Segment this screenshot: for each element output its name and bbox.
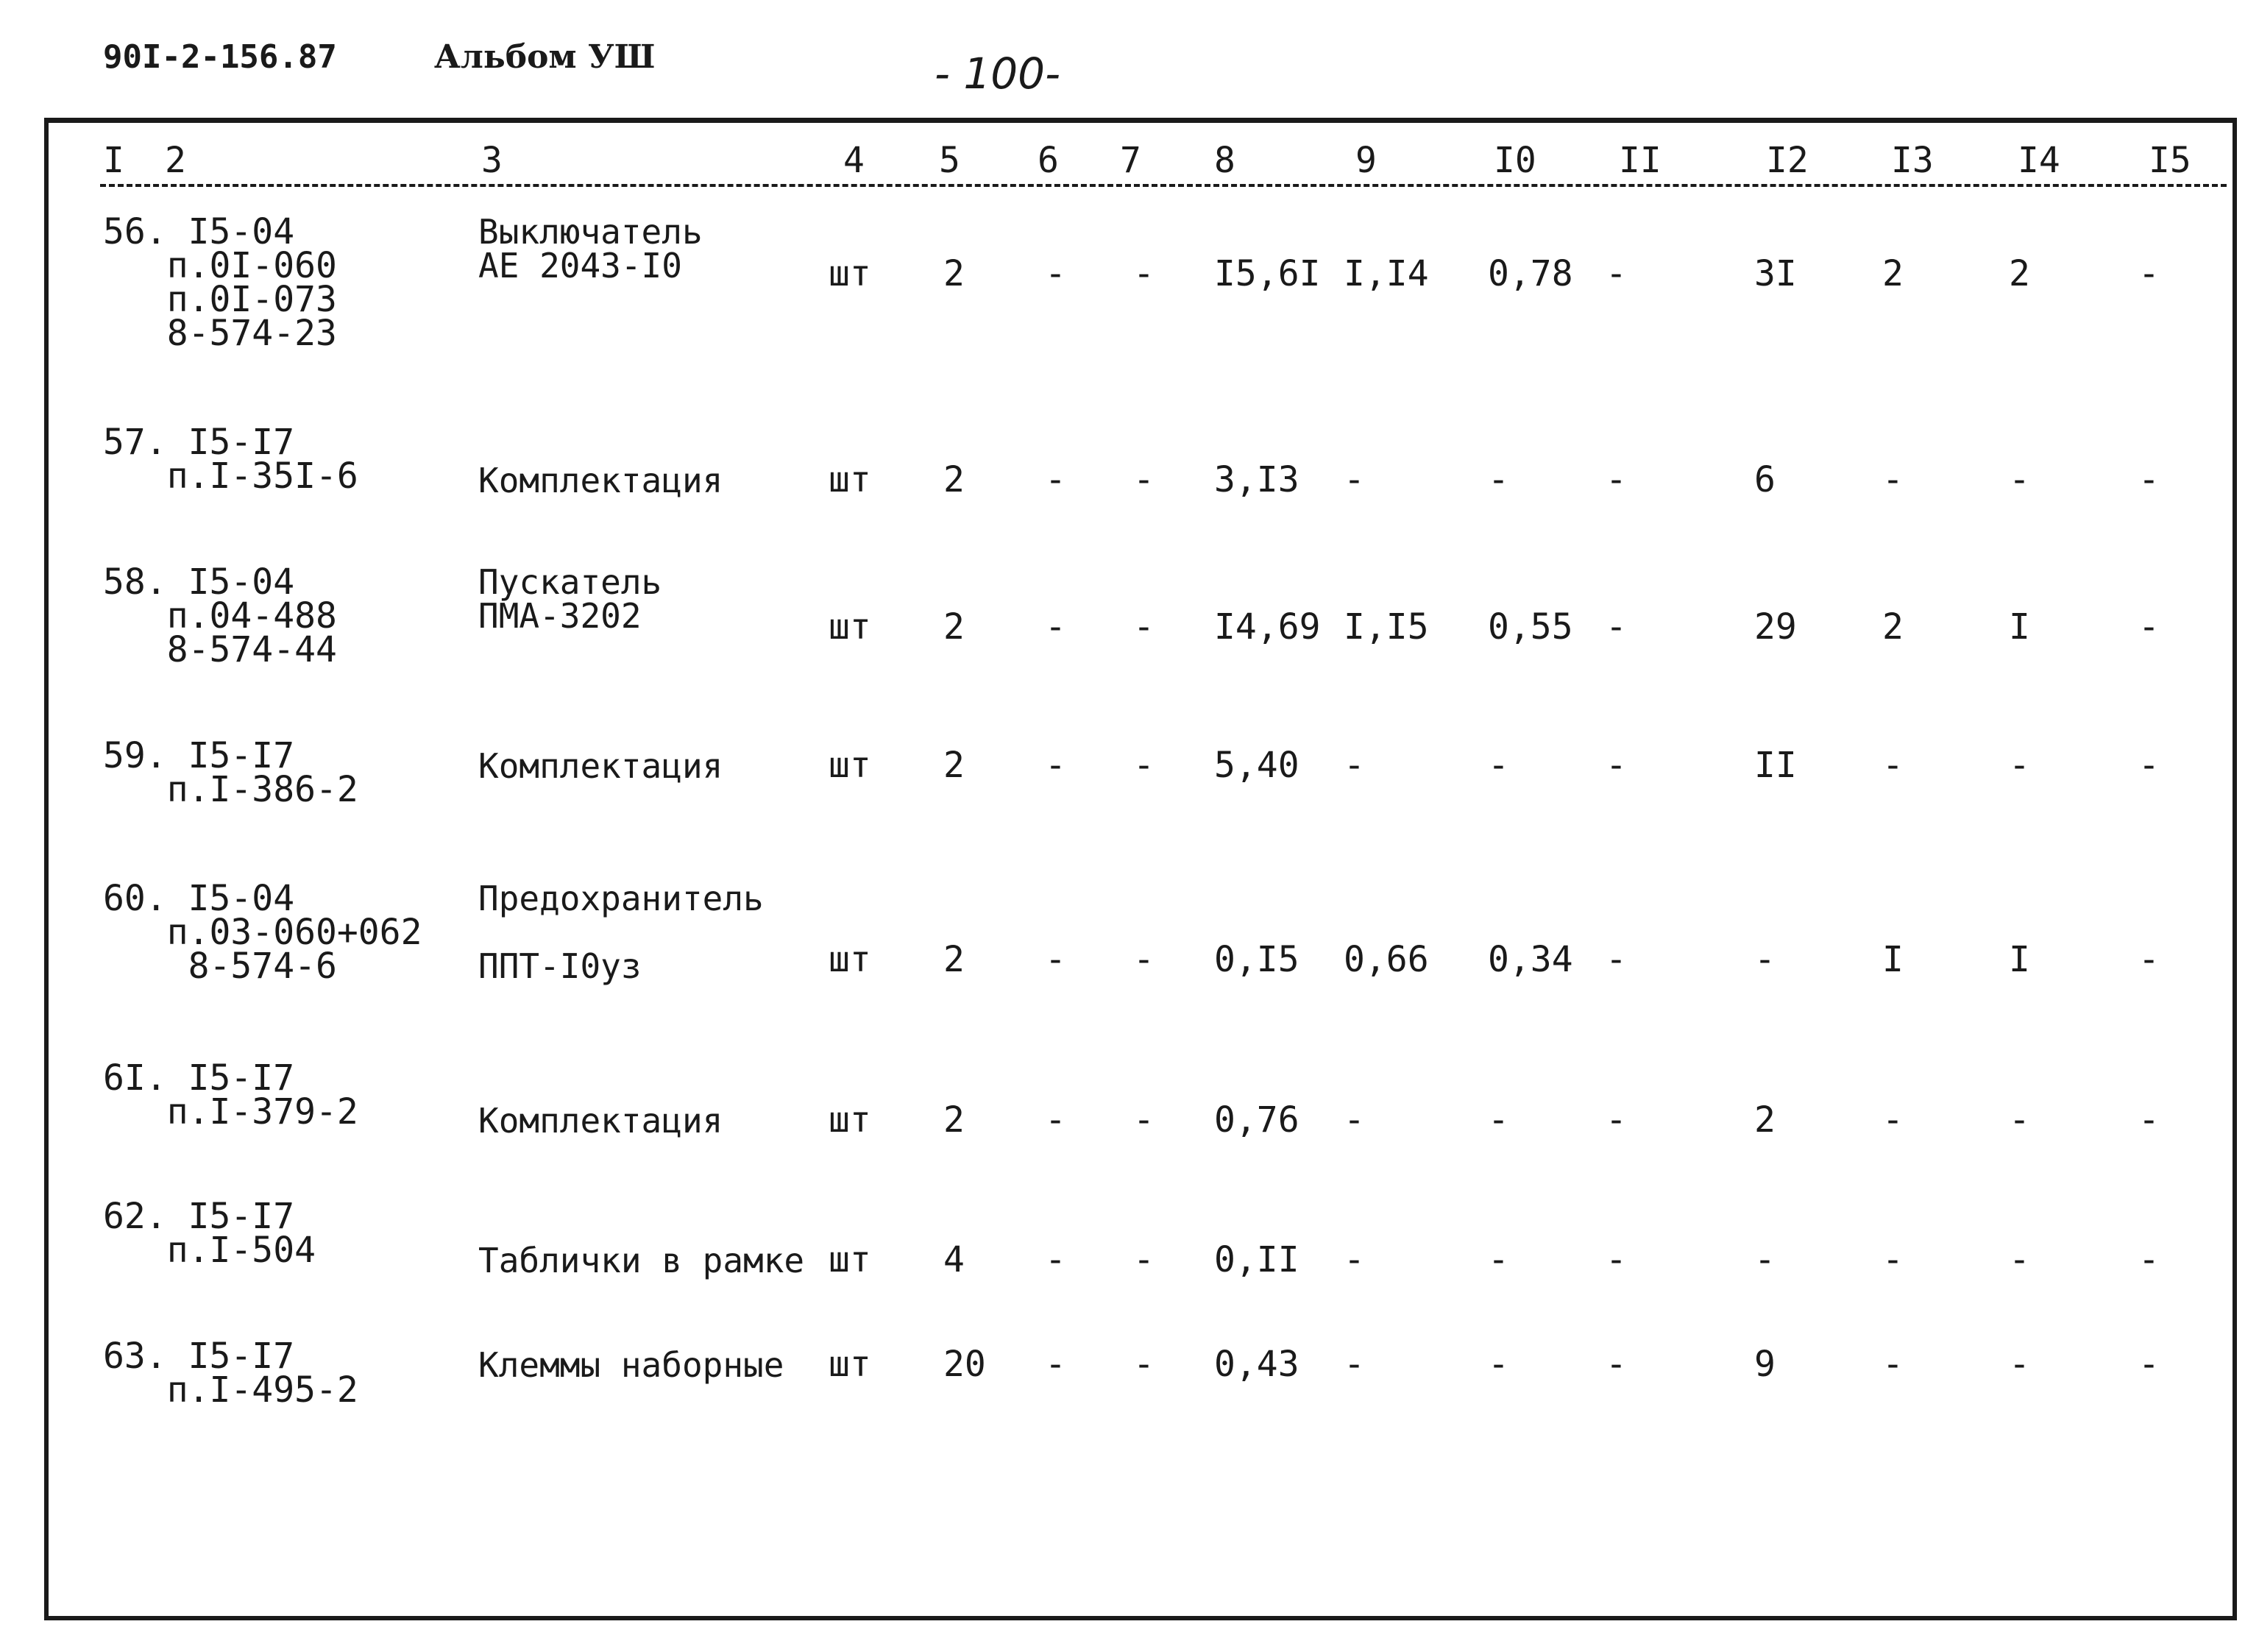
row-cell-c12: 6 <box>1754 459 1776 500</box>
row-name: Комплектация <box>478 746 723 786</box>
row-cell-unit: шт <box>829 253 871 294</box>
row-cell-c6: - <box>1045 1099 1066 1141</box>
column-header-13: I3 <box>1891 140 1934 181</box>
row-cell-unit: шт <box>829 459 871 500</box>
frame-top-border <box>46 118 2237 123</box>
row-cell-c9: - <box>1344 1344 1365 1385</box>
row-cell-c13: - <box>1882 745 1904 786</box>
row-name: Комплектация <box>478 1101 723 1141</box>
row-cell-c8: 0,I5 <box>1214 939 1299 980</box>
row-cell-c14: - <box>2009 1344 2030 1385</box>
row-cell-c6: - <box>1045 253 1066 294</box>
column-header-6: 6 <box>1038 140 1059 181</box>
row-cell-unit: шт <box>829 1239 871 1280</box>
row-cell-c8: 5,40 <box>1214 745 1299 786</box>
row-cell-c12: 29 <box>1754 606 1797 648</box>
row-cell-c11: - <box>1606 253 1627 294</box>
column-header-12: I2 <box>1766 140 1809 181</box>
row-name: Таблички в рамке <box>478 1241 805 1280</box>
row-cell-c8: I5,6I <box>1214 253 1321 294</box>
column-header-8: 8 <box>1214 140 1235 181</box>
row-cell-unit: шт <box>829 939 871 980</box>
row-cell-c13: - <box>1882 459 1904 500</box>
row-cell-c11: - <box>1606 1344 1627 1385</box>
row-cell-c5: 2 <box>943 253 965 294</box>
row-cell-c10: - <box>1488 459 1509 500</box>
row-cell-c15: - <box>2138 606 2160 648</box>
column-header-1: I <box>103 140 124 181</box>
row-cell-c15: - <box>2138 459 2160 500</box>
row-cell-c7: - <box>1133 253 1155 294</box>
row-name: Комплектация <box>478 461 723 500</box>
row-cell-c10: 0,34 <box>1488 939 1573 980</box>
row-ref: 57. I5-I7 п.I-35I-6 <box>103 422 358 497</box>
row-cell-c14: I <box>2009 939 2030 980</box>
document-code: 90I-2-156.87 <box>103 38 337 76</box>
row-cell-c15: - <box>2138 1344 2160 1385</box>
row-cell-c11: - <box>1606 459 1627 500</box>
row-cell-c15: - <box>2138 1239 2160 1280</box>
row-cell-c10: - <box>1488 745 1509 786</box>
row-cell-c9: I,I4 <box>1344 253 1429 294</box>
row-cell-unit: шт <box>829 1099 871 1141</box>
row-cell-c9: - <box>1344 1099 1365 1141</box>
row-cell-c14: I <box>2009 606 2030 648</box>
row-cell-c9: 0,66 <box>1344 939 1429 980</box>
row-cell-c10: 0,55 <box>1488 606 1573 648</box>
row-name: Пускатель ПМА-3202 <box>478 562 662 636</box>
row-cell-c5: 2 <box>943 459 965 500</box>
row-cell-c6: - <box>1045 745 1066 786</box>
row-cell-c12: 9 <box>1754 1344 1776 1385</box>
row-cell-c5: 2 <box>943 745 965 786</box>
row-cell-c12: 3I <box>1754 253 1797 294</box>
row-cell-c5: 2 <box>943 606 965 648</box>
frame-left-border <box>44 118 49 1620</box>
row-cell-c7: - <box>1133 745 1155 786</box>
row-cell-c6: - <box>1045 606 1066 648</box>
row-cell-c9: I,I5 <box>1344 606 1429 648</box>
row-ref: 58. I5-04 п.04-488 8-574-44 <box>103 561 337 670</box>
row-cell-c13: - <box>1882 1344 1904 1385</box>
row-cell-unit: шт <box>829 1344 871 1385</box>
row-cell-c15: - <box>2138 253 2160 294</box>
row-cell-c7: - <box>1133 459 1155 500</box>
row-ref: 6I. I5-I7 п.I-379-2 <box>103 1057 358 1132</box>
row-cell-c7: - <box>1133 1239 1155 1280</box>
column-header-11: II <box>1619 140 1662 181</box>
row-cell-c7: - <box>1133 1344 1155 1385</box>
page-number: - 100- <box>935 49 1060 99</box>
row-cell-c7: - <box>1133 606 1155 648</box>
row-cell-c13: - <box>1882 1099 1904 1141</box>
row-cell-c12: 2 <box>1754 1099 1776 1141</box>
row-cell-c13: - <box>1882 1239 1904 1280</box>
frame-bottom-border <box>46 1616 2237 1620</box>
row-name: Клеммы наборные <box>478 1345 784 1385</box>
row-cell-c8: 0,76 <box>1214 1099 1299 1141</box>
row-cell-c10: - <box>1488 1344 1509 1385</box>
row-cell-c6: - <box>1045 939 1066 980</box>
row-cell-c11: - <box>1606 939 1627 980</box>
row-cell-c5: 4 <box>943 1239 965 1280</box>
row-cell-c10: 0,78 <box>1488 253 1573 294</box>
column-header-10: I0 <box>1494 140 1536 181</box>
row-cell-c11: - <box>1606 606 1627 648</box>
column-header-7: 7 <box>1120 140 1141 181</box>
column-header-5: 5 <box>939 140 960 181</box>
row-cell-c15: - <box>2138 1099 2160 1141</box>
row-ref: 59. I5-I7 п.I-386-2 <box>103 735 358 810</box>
row-cell-c14: - <box>2009 1239 2030 1280</box>
row-cell-c7: - <box>1133 939 1155 980</box>
row-cell-c5: 2 <box>943 1099 965 1141</box>
row-ref: 63. I5-I7 п.I-495-2 <box>103 1336 358 1411</box>
column-header-15: I5 <box>2149 140 2191 181</box>
row-cell-c11: - <box>1606 1099 1627 1141</box>
row-cell-c13: 2 <box>1882 606 1904 648</box>
row-cell-c9: - <box>1344 459 1365 500</box>
row-cell-c8: 3,I3 <box>1214 459 1299 500</box>
row-cell-c13: I <box>1882 939 1904 980</box>
row-cell-c15: - <box>2138 745 2160 786</box>
row-cell-c10: - <box>1488 1239 1509 1280</box>
row-cell-c6: - <box>1045 459 1066 500</box>
row-cell-c14: - <box>2009 459 2030 500</box>
row-cell-c6: - <box>1045 1344 1066 1385</box>
row-cell-c10: - <box>1488 1099 1509 1141</box>
row-cell-c8: 0,43 <box>1214 1344 1299 1385</box>
column-header-3: 3 <box>481 140 503 181</box>
column-header-2: 2 <box>165 140 186 181</box>
column-header-rule <box>100 184 2227 187</box>
column-header-9: 9 <box>1355 140 1377 181</box>
row-cell-c9: - <box>1344 1239 1365 1280</box>
row-ref: 60. I5-04 п.03-060+062 8-574-6 <box>103 878 422 987</box>
row-cell-c14: - <box>2009 745 2030 786</box>
row-cell-c12: II <box>1754 745 1797 786</box>
row-cell-c15: - <box>2138 939 2160 980</box>
row-cell-c11: - <box>1606 1239 1627 1280</box>
row-cell-c14: 2 <box>2009 253 2030 294</box>
column-header-4: 4 <box>843 140 865 181</box>
column-header-14: I4 <box>2018 140 2060 181</box>
row-cell-unit: шт <box>829 606 871 648</box>
row-cell-c13: 2 <box>1882 253 1904 294</box>
row-cell-c8: I4,69 <box>1214 606 1321 648</box>
row-cell-c9: - <box>1344 745 1365 786</box>
row-ref: 56. I5-04 п.0I-060 п.0I-073 8-574-23 <box>103 211 337 354</box>
row-cell-c8: 0,II <box>1214 1239 1299 1280</box>
row-name: Выключатель АЕ 2043-I0 <box>478 212 703 286</box>
row-cell-c14: - <box>2009 1099 2030 1141</box>
row-cell-c7: - <box>1133 1099 1155 1141</box>
row-cell-c12: - <box>1754 939 1776 980</box>
row-cell-c12: - <box>1754 1239 1776 1280</box>
row-cell-c6: - <box>1045 1239 1066 1280</box>
row-name: Предохранитель ППТ-I0уз <box>478 879 764 986</box>
frame-right-border <box>2233 118 2237 1620</box>
row-cell-c11: - <box>1606 745 1627 786</box>
row-ref: 62. I5-I7 п.I-504 <box>103 1196 316 1271</box>
album-label: Альбом УШ <box>434 38 656 76</box>
row-cell-unit: шт <box>829 745 871 786</box>
row-cell-c5: 20 <box>943 1344 986 1385</box>
row-cell-c5: 2 <box>943 939 965 980</box>
